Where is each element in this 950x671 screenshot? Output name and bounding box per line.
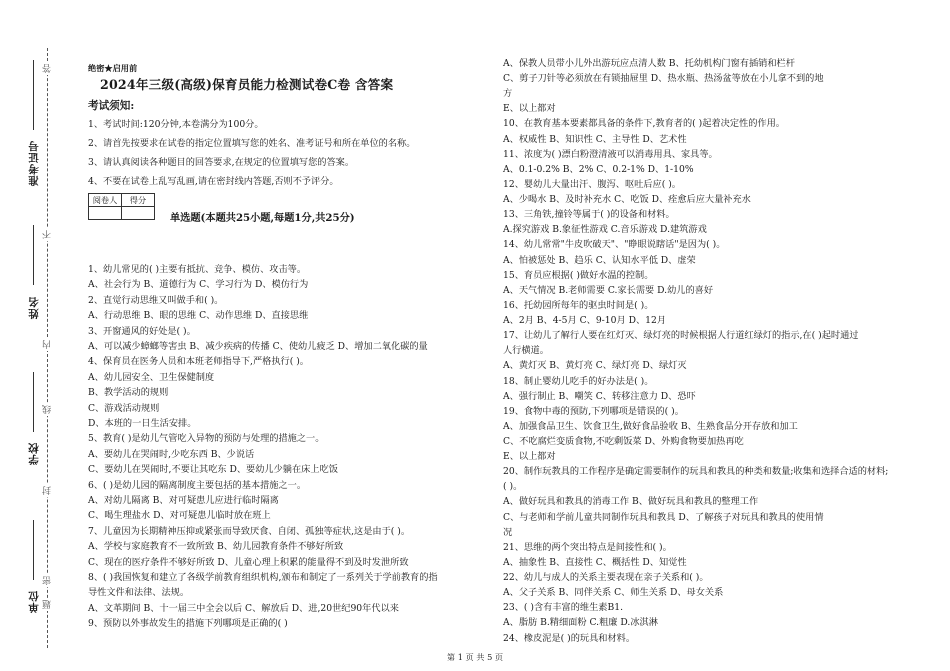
question-line: 22、幼儿与成人的关系主要表现在亲子关系和( )。 (503, 572, 709, 584)
question-line: A、要幼儿在哭闹时,少吃东西 B、少说话 (88, 448, 255, 460)
reviewer-header: 阅卷人 (89, 194, 122, 207)
school-field[interactable] (33, 372, 34, 432)
section-title: 单选题(本题共25小题,每题1分,共25分) (170, 212, 355, 224)
question-line: 21、思维的两个突出特点是间接性和( )。 (503, 541, 672, 553)
question-line: 4、保育员在医务人员和本班老师指导下,严格执行( )。 (88, 356, 309, 368)
seal-mark: 封 (43, 486, 53, 495)
question-line: 5、教育( )是幼儿气管吃入异物的预防与处理的措施之一。 (88, 433, 325, 445)
seal-mark: 题 (43, 600, 53, 609)
question-line: C、剪子刀针等必须放在有锁抽屉里 D、热水瓶、热汤盆等放在小儿拿不到的地 (503, 73, 824, 85)
question-line: 3、开窗通风的好处是( )。 (88, 325, 196, 337)
question-line: A、行动思维 B、眼的思维 C、动作思维 D、直接思维 (88, 310, 309, 322)
exam-number-label: 准考证号 (28, 140, 40, 186)
question-line: A、天气情况 B.老师需要 C.家长需要 D.幼儿的喜好 (503, 284, 714, 296)
question-line: 15、育员应根据( )做好水温的控制。 (503, 269, 654, 281)
question-line: A、0.1-0.2% B、2% C、0.2-1% D、1-10% (503, 163, 694, 175)
name-field[interactable] (33, 225, 34, 285)
question-line: A、脂肪 B.精细面粉 C.粗廉 D.冰淇淋 (503, 617, 658, 629)
question-line: A、学校与家庭教育不一致所致 B、幼儿园教育条件不够好所致 (88, 541, 344, 553)
score-header: 得分 (122, 194, 155, 207)
school-label: 学校 (28, 442, 40, 465)
seal-mark: 密 (43, 576, 53, 585)
notice-item: 4、不要在试卷上乱写乱画,请在密封线内答题,否则不予评分。 (88, 176, 339, 187)
name-label: 姓名 (28, 296, 40, 319)
seal-mark: 不 (43, 230, 53, 239)
unit-label: 单位 (28, 590, 40, 613)
question-line: 7、儿童因为长期精神压抑或紧张而导致厌食、自闭、孤独等症状,这是由于( )。 (88, 525, 411, 537)
question-line: 20、制作玩教具的工作程序是确定需要制作的玩具和教具的种类和数量;收集和选择合适的材料; (503, 466, 889, 478)
question-line: A.探究游戏 B.象征性游戏 C.音乐游戏 D.建筑游戏 (503, 224, 707, 236)
question-line: 12、婴幼儿大量出汗、腹泻、呕吐后应( )。 (503, 178, 681, 190)
page-footer: 第 1 页 共 5 页 (446, 652, 504, 662)
binding-margin (0, 0, 68, 671)
question-line: 24、橡皮泥是( )的玩具和材料。 (503, 632, 636, 644)
question-line: 11、浓度为( )漂白粉澄清液可以消毒用具、家具等。 (503, 148, 718, 160)
question-line: A、加强食品卫生、饮食卫生,做好食品验收 B、生熟食品分开存放和加工 (503, 420, 798, 432)
page-title: 2024年三级(高级)保育员能力检测试卷C卷 含答案 (100, 77, 394, 92)
question-line: 8、( )我国恢复和建立了各级学前教育组织机构,颁布和制定了一系列关于学前教育的指 (88, 572, 438, 583)
seal-mark: 答 (43, 64, 53, 73)
question-line: C、要幼儿在哭闹时,不要让其吃东 D、要幼儿少躺在床上吃饭 (88, 464, 338, 476)
question-line: A、权威性 B、知识性 C、主导性 D、艺术性 (503, 133, 687, 145)
question-line: 17、让幼儿了解行人要在红灯灭、绿灯亮的时候根据人行道红绿灯的指示,在( )起时通过 (503, 330, 859, 342)
question-line: 方 (503, 88, 513, 100)
question-line: E、以上都对 (503, 451, 556, 463)
question-line: 6、( )是幼儿园的隔离制度主要包括的基本措施之一。 (88, 479, 307, 491)
question-line: A、做好玩具和教具的消毒工作 B、做好玩具和教具的整理工作 (503, 496, 759, 508)
question-line: 10、在教育基本要素都具备的条件下,教育者的( )起着决定性的作用。 (503, 118, 785, 130)
reviewer-cell[interactable] (89, 207, 122, 220)
question-line: C、游戏活动规则 (88, 402, 160, 414)
question-line: C、与老师和学前儿童共同制作玩具和教具 D、了解孩子对玩具和教具的使用情 (503, 511, 824, 523)
unit-field[interactable] (33, 520, 34, 580)
notice-item: 3、请认真阅读各种题目的回答要求,在规定的位置填写您的答案。 (88, 157, 355, 168)
question-line: E、以上都对 (503, 103, 556, 115)
exam-number-field[interactable] (33, 60, 34, 130)
question-line: 14、幼儿常常"牛皮吹破天"、"睁眼说瞎话"是因为( )。 (503, 239, 726, 251)
question-line: A、保教人员带小儿外出游玩应点清人数 B、托幼机构门窗有插销和栏杆 (503, 58, 795, 69)
question-line: 19、食物中毒的预防,下列哪项是错误的( )。 (503, 405, 684, 417)
question-line: 16、托幼园所每年的驱虫时间是( )。 (503, 299, 654, 311)
question-line: 导性文件和法律、法规。 (88, 587, 190, 599)
notice-heading: 考试须知: (88, 100, 135, 112)
question-line: 人行横道。 (503, 345, 549, 357)
score-table (88, 193, 155, 220)
question-line: A、可以减少蟑螂等害虫 B、减少疾病的传播 C、使幼儿疲乏 D、增加二氧化碳的量 (88, 341, 428, 352)
seal-mark: 内 (43, 340, 53, 349)
question-line: A、对幼儿隔离 B、对可疑患儿应进行临时隔离 (88, 495, 279, 506)
question-line: A、少喝水 B、及时补充水 C、吃饭 D、痊愈后应大量补充水 (503, 194, 751, 206)
question-line: C、现在的医疗条件不够好所致 D、儿童心理上积累的能量得不到及时发泄所致 (88, 556, 409, 568)
question-line: A、强行制止 B、嘲笑 C、转移注意力 D、恐吓 (503, 390, 696, 402)
question-line: A、文革期间 B、十一届三中全会以后 C、解放后 D、进,20世纪90年代以来 (88, 602, 399, 614)
question-line: 1、幼儿常见的( )主要有抵抗、竞争、模仿、攻击等。 (88, 264, 307, 275)
question-line: D、本班的一日生活安排。 (88, 418, 197, 429)
seal-mark: 线 (43, 405, 53, 414)
question-line: 9、预防以外事故发生的措施下列哪项是正确的( ) (88, 618, 288, 630)
question-line: A、父子关系 B、同伴关系 C、师生关系 D、母女关系 (503, 587, 724, 599)
notice-item: 1、考试时间:120分钟,本卷满分为100分。 (88, 119, 264, 130)
question-line: 况 (503, 526, 513, 538)
question-line: ( )。 (503, 481, 523, 493)
question-line: A、社会行为 B、道德行为 C、学习行为 D、模仿行为 (88, 279, 309, 291)
question-line: A、怕被惩处 B、趋乐 C、认知水平低 D、虚荣 (503, 254, 696, 266)
question-line: A、幼儿园安全、卫生保健制度 (88, 371, 215, 383)
question-line: C、不吃腐烂变质食物,不吃剩饭菜 D、外购食物要加热再吃 (503, 436, 744, 447)
question-line: 2、直觉行动思维又叫做手和( )。 (88, 294, 224, 306)
question-line: B、教学活动的规则 (88, 387, 169, 399)
question-line: C、喝生理盐水 D、对可疑患儿临时放在班上 (88, 510, 271, 522)
question-line: A、抽象性 B、直接性 C、概括性 D、知觉性 (503, 556, 687, 568)
score-cell[interactable] (122, 207, 155, 220)
question-line: A、黄灯灭 B、黄灯亮 C、绿灯亮 D、绿灯灭 (503, 360, 687, 372)
question-line: A、2月 B、4-5月 C、9-10月 D、12月 (503, 315, 667, 327)
question-line: 18、制止婴幼儿吃手的好办法是( )。 (503, 375, 654, 387)
question-line: 23、( )含有丰富的维生素B1. (503, 602, 623, 614)
question-line: 13、三角铁,撞铃等属于( )的设备和材料。 (503, 209, 675, 221)
notice-item: 2、请首先按要求在试卷的指定位置填写您的姓名、准考证号和所在单位的名称。 (88, 138, 416, 149)
confidential-mark: 绝密★启用前 (88, 63, 138, 73)
